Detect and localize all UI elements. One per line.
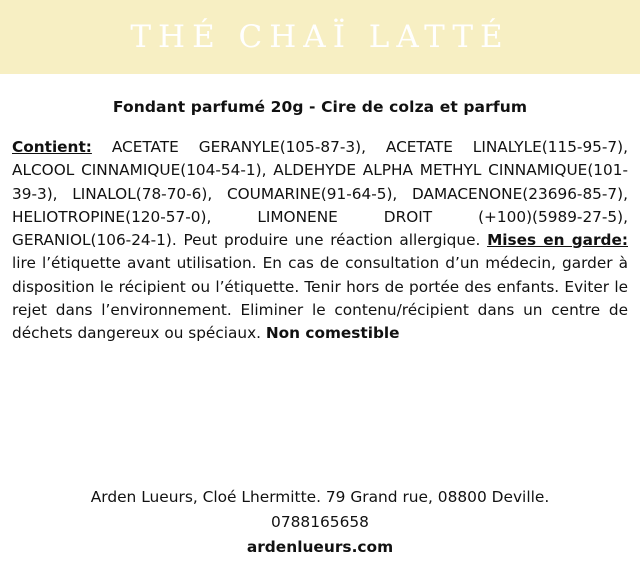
company-address: Arden Lueurs, Cloé Lhermitte. 79 Grand rue, 08800 Deville. <box>90 487 550 506</box>
company-website: ardenlueurs.com <box>246 537 394 556</box>
contains-text: ACETATE GERANYLE(105-87-3), ACETATE LINALYLE(115-95-7), ALCOOL CINNAMIQUE(104-54-1), ALDEHYDE ALPHA METHYL CINNAMIQUE(101-39-3), LINALOL(78-70-6), COUMARINE(91-64-5), DAMACENONE(23696-85-7), HELIOTROPINE(120-57-0), LIMONENE DROIT (+100)(5989-27-5), GERANIOL(106-24-1). Peut produire une réaction allergique. <box>12 138 628 249</box>
warnings-label: Mises en garde: <box>487 231 628 249</box>
warnings-text: lire l’étiquette avant utilisation. En cas de consultation d’un médecin, garder à disposition le récipient ou l’étiquette. Tenir hors de portée des enfants. Eviter le rejet dans l’environnement. Eliminer le contenu/récipient dans un centre de déchets dangereux ou spéciaux. <box>12 254 628 342</box>
banner <box>0 0 640 74</box>
product-description: Fondant parfumé 20g - Cire de colza et parfum <box>112 98 528 116</box>
banner-title: THÉ CHAÏ LATTÉ <box>130 19 510 55</box>
footer <box>12 486 628 569</box>
label-body <box>0 74 640 569</box>
non-edible-label: Non comestible <box>265 324 400 342</box>
contains-label: Contient: <box>12 138 92 156</box>
company-phone: 0788165658 <box>271 512 369 531</box>
ingredients-block <box>12 136 628 345</box>
